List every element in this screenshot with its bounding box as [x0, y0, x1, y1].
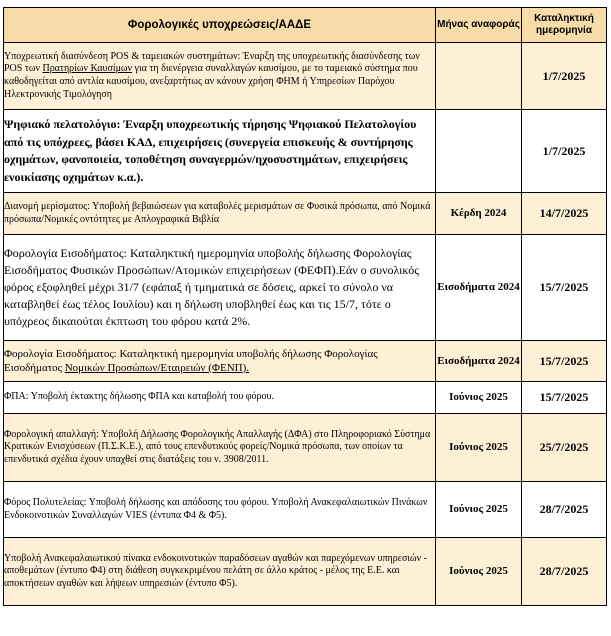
table-row: [4, 414, 607, 482]
reference-month: Εισοδήματα 2024: [436, 235, 522, 341]
reference-month: Ιούνιος 2025: [436, 482, 522, 538]
table-row: [4, 110, 607, 193]
table-row: [4, 482, 607, 538]
deadline-date: 28/7/2025: [522, 538, 607, 606]
reference-month: Κέρδη 2024: [436, 193, 522, 235]
obligation-description: Διανομή μερίσματος: Υποβολή βεβαιώσεων για καταβολές μερισμάτων σε Φυσικά πρόσωπα, από Νομικά πρόσωπα/Νομικές οντότητες με Απλογραφικά Βιβλία: [4, 193, 436, 235]
obligation-description: Φορολογία Εισοδήματος: Καταληκτική ημερομηνία υποβολής δήλωσης Φορολογίας Εισοδήματος Φυσικών Προσώπων/Ατομικών επιχειρήσεων (ΦΕΦΠ).Εάν ο συνολικός φόρος εξοφληθεί μέχρι 31/7 (εφάπαξ ή τμηματικά σε δόσεις, αρκεί το σύνολο να καταβληθεί έως τέλος Ιουλίου) και η δήλωση υποβληθεί έως και τις 15/7, τότε ο υπόχρεος δικαιούται έκπτωση του φόρου κατά 2%.: [4, 235, 436, 341]
table-row: [4, 382, 607, 414]
obligation-description: Φορολογία Εισοδήματος: Καταληκτική ημερομηνία υποβολής δήλωσης Φορολογίας Εισοδήματος Νομικών Προσώπων/Εταιρειών (ΦΕΝΠ).: [4, 341, 436, 382]
table-row: [4, 43, 607, 110]
table-row: [4, 538, 607, 606]
obligation-description: Φορολογική απαλλαγή: Υποβολή Δήλωσης Φορολογικής Απαλλαγής (ΔΦΑ) στο Πληροφοριακό Σύστημα Κρατικών Ενισχύσεων (Π.Σ.Κ.Ε.), από τους επενδυτικούς φορείς/Νομικά πρόσωπα, των οποίων τα επενδυτικά σχέδια έχουν υπαχθεί στις διατάξεις του ν. 3908/2011.: [4, 414, 436, 482]
obligation-description: Ψηφιακό πελατολόγιο: Έναρξη υποχρεωτικής τήρησης Ψηφιακού Πελατολογίου από τις υπόχρεες, βάσει ΚΑΔ, επιχειρήσεις (συνεργεία επισκευής & συντήρησης οχημάτων, φανοποιεία, τοποθέτηση συναγερμών/ηχοσυστημάτων, επιχειρήσεις ενοικίασης οχημάτων κ.α.).: [4, 110, 436, 193]
reference-month: Ιούνιος 2025: [436, 382, 522, 414]
reference-month: [436, 110, 522, 193]
header-row: [4, 8, 607, 43]
reference-month: Ιούνιος 2025: [436, 538, 522, 606]
deadline-date: 15/7/2025: [522, 382, 607, 414]
reference-month: Εισοδήματα 2024: [436, 341, 522, 382]
tax-obligations-table: [3, 7, 607, 606]
obligation-description: Φόρος Πολυτελείας: Υποβολή δήλωσης και απόδοσης του φόρου. Υποβολή Ανακεφαλαιωτικών Πινάκων Ενδοκοινοτικών Συναλλαγών VIES (έντυπα Φ4 & Φ5).: [4, 482, 436, 538]
header-month: Μήνας αναφοράς: [436, 8, 522, 43]
obligation-description: Υποχρεωτική διασύνδεση POS & ταμειακών συστημάτων: Έναρξη της υποχρεωτικής διασύνδεσης των POS των Πρατηρίων Καυσίμων για τη διενέργεια συναλλαγών καυσίμου, με το ταμειακό σύστημα που καθοδηγείται από αντλία καυσίμου, ανεξαρτήτως αν κάνουν χρήση ΦΗΜ ή Υπηρεσίων Παρόχου Ηλεκτρονικής Τιμολόγηση: [4, 43, 436, 110]
reference-month: Ιούνιος 2025: [436, 414, 522, 482]
table-row: [4, 341, 607, 382]
deadline-date: 1/7/2025: [522, 110, 607, 193]
deadline-date: 25/7/2025: [522, 414, 607, 482]
deadline-date: 28/7/2025: [522, 482, 607, 538]
obligation-description: Υποβολή Ανακεφαλαιωτικού πίνακα ενδοκοινοτικών παραδόσεων αγαθών και παρεχόμενων υπηρεσιών - αποθεμάτων (έντυπο Φ4) στη διάθεση συγκεκριμένου πελάτη σε άλλο κράτος - μέλος της Ε.Ε. και αποκτήσεων αγαθών και λήψεων υπηρεσιών (έντυπο Φ5).: [4, 538, 436, 606]
table-row: [4, 193, 607, 235]
table-row: [4, 235, 607, 341]
header-obligations: Φορολογικές υποχρεώσεις/ΑΑΔΕ: [4, 8, 436, 43]
deadline-date: 15/7/2025: [522, 341, 607, 382]
deadline-date: 15/7/2025: [522, 235, 607, 341]
deadline-date: 14/7/2025: [522, 193, 607, 235]
reference-month: [436, 43, 522, 110]
header-deadline: Καταληκτική ημερομηνία: [522, 8, 607, 43]
obligation-description: ΦΠΑ: Υποβολή έκτακτης δήλωσης ΦΠΑ και καταβολή του φόρου.: [4, 382, 436, 414]
deadline-date: 1/7/2025: [522, 43, 607, 110]
